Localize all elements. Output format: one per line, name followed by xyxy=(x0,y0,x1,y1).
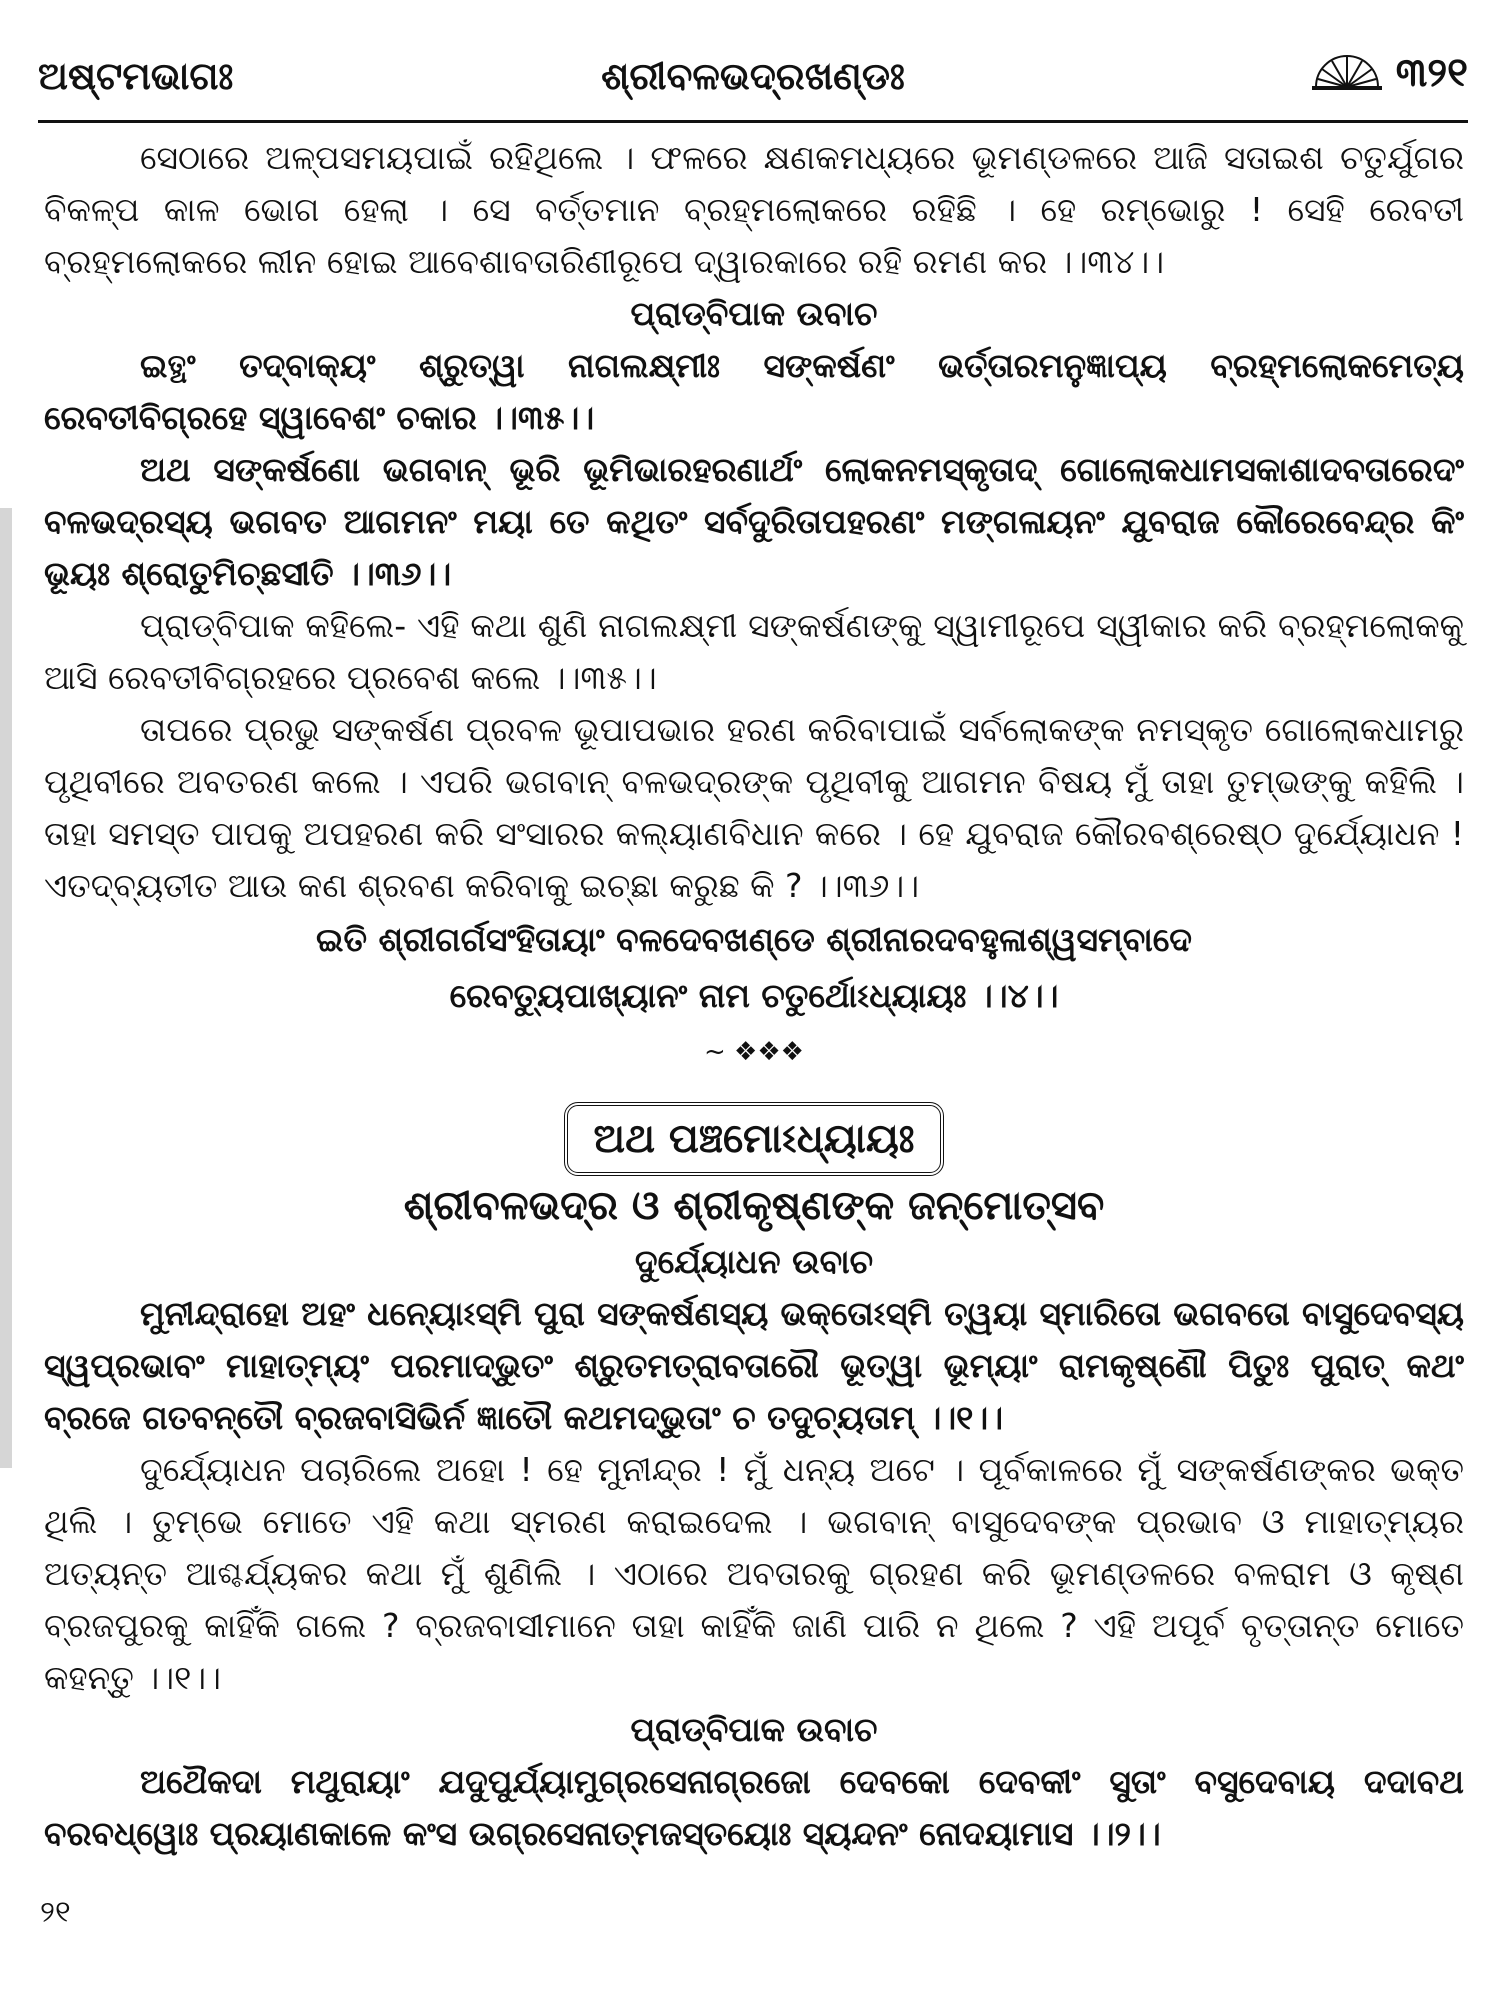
sanskrit-verse: ଅଥ ସଙ୍କର୍ଷଣୋ ଭଗବାନ୍ ଭୂରି ଭୂମିଭାରହରଣାର୍ଥଂ ଲୋକନମସ୍କୃତାଦ୍ ଗୋଲୋକଧାମସକାଶାଦବତାରେଦଂ ବଳଭଦ୍ରସ୍ୟ ଭଗବତ ଆଗମନଂ ମୟା ତେ କଥିତଂ ସର୍ବଦୁରିତାପହରଣଂ ମଙ୍ଗଳାୟନଂ ଯୁବରାଜ କୌରେବେନ୍ଦ୍ର କିଂ ଭୂୟଃ ଶ୍ରୋତୁମିଚ୍ଛସୀତି ।।୩୬।। xyxy=(44,450,1464,593)
sanskrit-verse: ମୁନୀନ୍ଦ୍ରାହୋ ଅହଂ ଧନ୍ୟୋଽସ୍ମି ପୁରା ସଙ୍କର୍ଷଣସ୍ୟ ଭକ୍ତୋଽସ୍ମି ତ୍ୱୟା ସ୍ମାରିତୋ ଭଗବତୋ ବାସୁଦେବସ୍ୟ ସ୍ୱପ୍ରଭାବଂ ମାହାତ୍ମ୍ୟଂ ପରମାଦ୍ଭୁତଂ ଶ୍ରୁତମତ୍ରାବତାରୌ ଭୂତ୍ୱା ଭୂମ୍ୟାଂ ରାମକୃଷ୍ଣୌ ପିତୁଃ ପୁରାତ୍ କଥଂ ବ୍ରଜେ ଗତବନ୍ତୌ ବ୍ରଜବାସିଭିର୍ନ ଜ୍ଞାତୌ କଥମଦ୍ଭୁତାଂ ଚ ତଦୁଚ୍ୟତାମ୍ ।।୧।। xyxy=(44,1294,1464,1437)
speaker-heading: ପ୍ରାଡ୍‌ବିପାକ ଉବାଚ xyxy=(630,1710,878,1749)
page-edge-stub xyxy=(0,508,12,1468)
chapter-colophon xyxy=(44,912,1464,1024)
colophon-line: ଇତି ଶ୍ରୀଗର୍ଗସଂହିତାୟାଂ ବଳଦେବଖଣ୍ଡେ ଶ୍ରୀନାରଦବହୁଳାଶ୍ୱସମ୍ବାଦେ xyxy=(316,920,1192,959)
sanskrit-verse: ଅଥୈକଦା ମଥୁରାୟାଂ ଯଦୁପୁର୍ଯ୍ୟାମୁଗ୍ରସେନାଗ୍ରଜୋ ଦେବକୋ ଦେବକୀଂ ସୁତାଂ ବସୁଦେବାୟ ଦଦାବଥ ବରବଧ୍ୱୋଃ ପ୍ରୟାଣକାଳେ କଂସ ଉଗ୍ରସେନାତ୍ମଜସ୍ତୟୋଃ ସ୍ୟନ୍ଦନଂ ନୋଦୟାମାସ ।।୨।। xyxy=(44,1762,1464,1853)
page-number: ୩୨୧ xyxy=(1395,50,1468,96)
ornament-divider: ~ ❖❖❖ xyxy=(704,1037,804,1067)
speaker-heading: ଦୁର୍ଯ୍ୟୋଧନ ଉବାଚ xyxy=(634,1242,874,1281)
signature-mark: ୨୧ xyxy=(40,1895,71,1930)
page-header xyxy=(38,46,1468,123)
chapter-title: ଶ୍ରୀବଳଭଦ୍ର ଓ ଶ୍ରୀକୃଷ୍ଣଙ୍କ ଜନ୍ମୋତ୍ସବ xyxy=(403,1183,1105,1229)
speaker-heading: ପ୍ରାଡ୍‌ବିପାକ ଉବାଚ xyxy=(630,294,878,333)
page-number-group xyxy=(1310,50,1468,96)
translation-paragraph: ପ୍ରାଡ୍‌ବିପାକ କହିଲେ- ଏହି କଥା ଶୁଣି ନାଗଲକ୍ଷ୍ମୀ ସଙ୍କର୍ଷଣଙ୍କୁ ସ୍ୱାମୀରୂପେ ସ୍ୱୀକାର କରି ବ୍ରହ୍ମଲୋକକୁ ଆସି ରେବତୀବିଗ୍ରହରେ ପ୍ରବେଶ କଲେ ।।୩୫।। xyxy=(44,606,1464,697)
part-title: ଅଷ୍ଟମଭାଗଃ xyxy=(38,54,234,98)
sunburst-icon xyxy=(1310,51,1384,95)
translation-paragraph: ସେଠାରେ ଅଳ୍ପସମୟପାଇଁ ରହିଥିଲେ । ଫଳରେ କ୍ଷଣକମଧ୍ୟରେ ଭୂମଣ୍ଡଳରେ ଆଜି ସତାଇଶ ଚତୁର୍ଯୁଗର ବିକଳ୍ପ କାଳ ଭୋଗ ହେଲା । ସେ ବର୍ତ୍ତମାନ ବ୍ରହ୍ମଲୋକରେ ରହିଛି । ହେ ରମ୍ଭୋରୁ ! ସେହି ରେବତୀ ବ୍ରହ୍ମଲୋକରେ ଲୀନ ହୋଇ ଆବେଶାବତାରିଣୀରୂପେ ଦ୍ୱାରକାରେ ରହି ରମଣ କର ।।୩୪।। xyxy=(44,138,1464,281)
chapter-number: ଅଥ ପଞ୍ଚମୋଽଧ୍ୟାୟଃ xyxy=(564,1102,945,1176)
translation-paragraph: ଦୁର୍ଯ୍ୟୋଧନ ପଚାରିଲେ ଅହୋ ! ହେ ମୁନୀନ୍ଦ୍ର ! ମୁଁ ଧନ୍ୟ ଅଟେ । ପୂର୍ବକାଳରେ ମୁଁ ସଙ୍କର୍ଷଣଙ୍କର ଭକ୍ତ ଥିଲି । ତୁମ୍ଭେ ମୋତେ ଏହି କଥା ସ୍ମରଣ କରାଇଦେଲ । ଭଗବାନ୍ ବାସୁଦେବଙ୍କ ପ୍ରଭାବ ଓ ମାହାତ୍ମ୍ୟର ଅତ୍ୟନ୍ତ ଆଶ୍ଚର୍ଯ୍ୟକର କଥା ମୁଁ ଶୁଣିଲି । ଏଠାରେ ଅବତାରକୁ ଗ୍ରହଣ କରି ଭୂମଣ୍ଡଳରେ ବଳରାମ ଓ କୃଷ୍ଣ ବ୍ରଜପୁରକୁ କାହିଁକି ଗଲେ ? ବ୍ରଜବାସୀମାନେ ତାହା କାହିଁକି ଜାଣି ପାରି ନ ଥିଲେ ? ଏହି ଅପୂର୍ବ ବୃତ୍ତାନ୍ତ ମୋତେ କହନ୍ତୁ ।।୧।। xyxy=(44,1450,1464,1697)
page-body xyxy=(44,132,1464,1860)
sanskrit-verse: ଇତ୍ଥଂ ତଦ୍‌ବାକ୍ୟଂ ଶ୍ରୁତ୍ୱା ନାଗଲକ୍ଷ୍ମୀଃ ସଙ୍କର୍ଷଣଂ ଭର୍ତ୍ତାରମନୁଜ୍ଞାପ୍ୟ ବ୍ରହ୍ମଲୋକମେତ୍ୟ ରେବତୀବିଗ୍ରହେ ସ୍ୱାବେଶଂ ଚକାର ।।୩୫।। xyxy=(44,346,1464,437)
translation-paragraph: ତାପରେ ପ୍ରଭୁ ସଙ୍କର୍ଷଣ ପ୍ରବଳ ଭୂପାପଭାର ହରଣ କରିବାପାଇଁ ସର୍ବଲୋକଙ୍କ ନମସ୍କୃତ ଗୋଲୋକଧାମରୁ ପୃଥିବୀରେ ଅବତରଣ କଲେ । ଏପରି ଭଗବାନ୍ ବଳଭଦ୍ରଙ୍କ ପୃଥିବୀକୁ ଆଗମନ ବିଷୟ ମୁଁ ତାହା ତୁମ୍ଭଙ୍କୁ କହିଲି । ତାହା ସମସ୍ତ ପାପକୁ ଅପହରଣ କରି ସଂସାରର କଲ୍ୟାଣବିଧାନ କରେ । ହେ ଯୁବରାଜ କୌରବଶ୍ରେଷ୍ଠ ଦୁର୍ଯ୍ୟୋଧନ ! ଏତଦ୍‌ବ୍ୟତୀତ ଆଉ କଣ ଶ୍ରବଣ କରିବାକୁ ଇଚ୍ଛା କରୁଛ କି ? ।।୩୬।। xyxy=(44,710,1464,905)
section-title: ଶ୍ରୀବଳଭଦ୍ରଖଣ୍ଡଃ xyxy=(601,54,905,98)
chapter-heading-box xyxy=(44,1102,1464,1176)
colophon-line: ରେବତ୍ୟୁପାଖ୍ୟାନଂ ନାମ ଚତୁର୍ଥୋଽଧ୍ୟାୟଃ ।।୪।। xyxy=(449,976,1059,1015)
